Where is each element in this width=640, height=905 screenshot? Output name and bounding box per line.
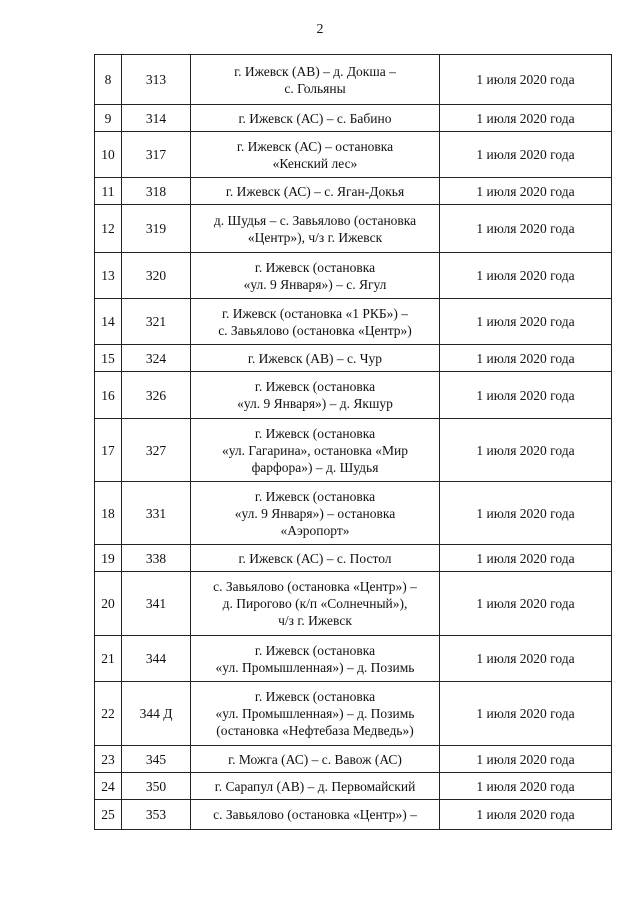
route-name-line: г. Можга (АС) – с. Вавож (АС) (228, 751, 402, 767)
table-row (95, 746, 612, 773)
route-name-line: г. Ижевск (АС) – с. Бабино (238, 110, 392, 126)
route-number-cell: 350 (122, 773, 191, 800)
route-number-cell: 345 (122, 746, 191, 773)
start-date-cell: 1 июля 2020 года (440, 545, 612, 572)
route-name-cell (191, 572, 440, 636)
routes-table-body (95, 55, 612, 830)
route-number-cell: 314 (122, 105, 191, 132)
route-name-line: «Кенский лес» (272, 155, 358, 171)
route-name-cell (191, 253, 440, 299)
start-date-cell: 1 июля 2020 года (440, 773, 612, 800)
start-date-cell: 1 июля 2020 года (440, 105, 612, 132)
table-row (95, 800, 612, 830)
route-name-line: г. Ижевск (АС) – с. Яган-Докья (225, 183, 405, 199)
route-name-line: (остановка «Нефтебаза Медведь») (216, 723, 414, 738)
start-date-cell: 1 июля 2020 года (440, 746, 612, 773)
start-date-cell: 1 июля 2020 года (440, 299, 612, 345)
row-number-cell: 22 (95, 682, 122, 746)
route-number-cell: 324 (122, 345, 191, 372)
route-name-line: д. Пирогово (к/п «Солнечный»), (222, 596, 408, 611)
route-name-line: «ул. 9 Января») – д. Якшур (237, 396, 393, 411)
route-name-line: г. Ижевск (остановка (254, 488, 376, 504)
route-name-cell (191, 800, 440, 830)
row-number-cell: 17 (95, 419, 122, 482)
route-name-line: г. Ижевск (АС) – с. Постол (238, 550, 392, 566)
start-date-cell: 1 июля 2020 года (440, 132, 612, 178)
route-number-cell: 320 (122, 253, 191, 299)
route-name-line: с. Завьялово (остановка «Центр») – (213, 807, 417, 822)
table-row (95, 299, 612, 345)
table-row (95, 572, 612, 636)
table-row (95, 545, 612, 572)
start-date-cell: 1 июля 2020 года (440, 636, 612, 682)
route-name-cell (191, 55, 440, 105)
start-date-cell: 1 июля 2020 года (440, 800, 612, 830)
row-number-cell: 13 (95, 253, 122, 299)
route-name-cell (191, 299, 440, 345)
route-name-cell (191, 682, 440, 746)
route-name-line: г. Ижевск (АВ) – с. Чур (247, 350, 383, 366)
route-name-line: г. Ижевск (АС) – остановка (236, 138, 394, 154)
route-name-cell (191, 746, 440, 773)
row-number-cell: 25 (95, 800, 122, 830)
route-name-line: «Центр»), ч/з г. Ижевск (247, 229, 383, 245)
route-number-cell: 344 Д (122, 682, 191, 746)
table-row (95, 253, 612, 299)
start-date-cell: 1 июля 2020 года (440, 572, 612, 636)
table-row (95, 482, 612, 545)
table-row (95, 419, 612, 482)
route-number-cell: 318 (122, 178, 191, 205)
table-row (95, 636, 612, 682)
route-number-cell: 353 (122, 800, 191, 830)
table-row (95, 55, 612, 105)
route-name-cell (191, 773, 440, 800)
row-number-cell: 21 (95, 636, 122, 682)
start-date-cell: 1 июля 2020 года (440, 419, 612, 482)
row-number-cell: 16 (95, 372, 122, 419)
route-name-line: фарфора») – д. Шудья (251, 459, 379, 475)
route-name-line: г. Ижевск (остановка (254, 642, 376, 658)
start-date-cell: 1 июля 2020 года (440, 682, 612, 746)
row-number-cell: 14 (95, 299, 122, 345)
route-name-line: с. Гольяны (284, 80, 346, 96)
table-row (95, 205, 612, 253)
row-number-cell: 20 (95, 572, 122, 636)
route-number-cell: 321 (122, 299, 191, 345)
route-number-cell: 319 (122, 205, 191, 253)
row-number-cell: 8 (95, 55, 122, 105)
route-name-cell (191, 545, 440, 572)
route-name-line: «ул. Промышленная») – д. Позимь (215, 659, 415, 675)
start-date-cell: 1 июля 2020 года (440, 178, 612, 205)
route-number-cell: 341 (122, 572, 191, 636)
route-number-cell: 317 (122, 132, 191, 178)
route-name-line: «Аэропорт» (280, 522, 350, 538)
route-name-cell (191, 178, 440, 205)
route-name-cell (191, 205, 440, 253)
row-number-cell: 18 (95, 482, 122, 545)
route-name-cell (191, 345, 440, 372)
route-name-line: «ул. 9 Января») – остановка (234, 505, 396, 521)
route-name-cell (191, 636, 440, 682)
route-name-line: г. Ижевск (остановка (254, 379, 376, 394)
route-name-cell (191, 105, 440, 132)
row-number-cell: 11 (95, 178, 122, 205)
route-name-cell (191, 372, 440, 419)
route-name-line: г. Сарапул (АВ) – д. Первомайский (214, 778, 416, 794)
route-number-cell: 313 (122, 55, 191, 105)
route-name-line: с. Завьялово (остановка «Центр») – (213, 579, 417, 594)
start-date-cell: 1 июля 2020 года (440, 205, 612, 253)
row-number-cell: 19 (95, 545, 122, 572)
route-name-line: «ул. Гагарина», остановка «Мир (221, 442, 408, 458)
route-name-line: «ул. 9 Января») – с. Ягул (243, 276, 387, 292)
start-date-cell: 1 июля 2020 года (440, 345, 612, 372)
route-number-cell: 331 (122, 482, 191, 545)
start-date-cell: 1 июля 2020 года (440, 372, 612, 419)
route-name-cell (191, 132, 440, 178)
table-row (95, 345, 612, 372)
row-number-cell: 23 (95, 746, 122, 773)
row-number-cell: 15 (95, 345, 122, 372)
page-number: 2 (316, 22, 324, 37)
route-name-line: ч/з г. Ижевск (278, 613, 352, 628)
route-name-line: д. Шудья – с. Завьялово (остановка (213, 212, 417, 228)
route-name-line: г. Ижевск (остановка (254, 259, 376, 275)
route-name-line: «ул. Промышленная») – д. Позимь (215, 706, 415, 721)
route-name-cell (191, 419, 440, 482)
table-row (95, 682, 612, 746)
row-number-cell: 12 (95, 205, 122, 253)
row-number-cell: 24 (95, 773, 122, 800)
route-name-line: г. Ижевск (остановка (254, 425, 376, 441)
route-name-cell (191, 482, 440, 545)
route-name-line: с. Завьялово (остановка «Центр») (218, 322, 412, 338)
route-name-line: г. Ижевск (остановка (254, 689, 376, 704)
route-name-line: г. Ижевск (АВ) – д. Докша – (234, 63, 396, 79)
start-date-cell: 1 июля 2020 года (440, 55, 612, 105)
routes-table (94, 54, 612, 830)
row-number-cell: 9 (95, 105, 122, 132)
route-number-cell: 327 (122, 419, 191, 482)
start-date-cell: 1 июля 2020 года (440, 482, 612, 545)
start-date-cell: 1 июля 2020 года (440, 253, 612, 299)
route-name-line: г. Ижевск (остановка «1 РКБ») – (221, 305, 409, 321)
table-row (95, 132, 612, 178)
table-row (95, 178, 612, 205)
table-row (95, 372, 612, 419)
row-number-cell: 10 (95, 132, 122, 178)
table-row (95, 773, 612, 800)
route-number-cell: 326 (122, 372, 191, 419)
route-number-cell: 344 (122, 636, 191, 682)
route-number-cell: 338 (122, 545, 191, 572)
table-row (95, 105, 612, 132)
